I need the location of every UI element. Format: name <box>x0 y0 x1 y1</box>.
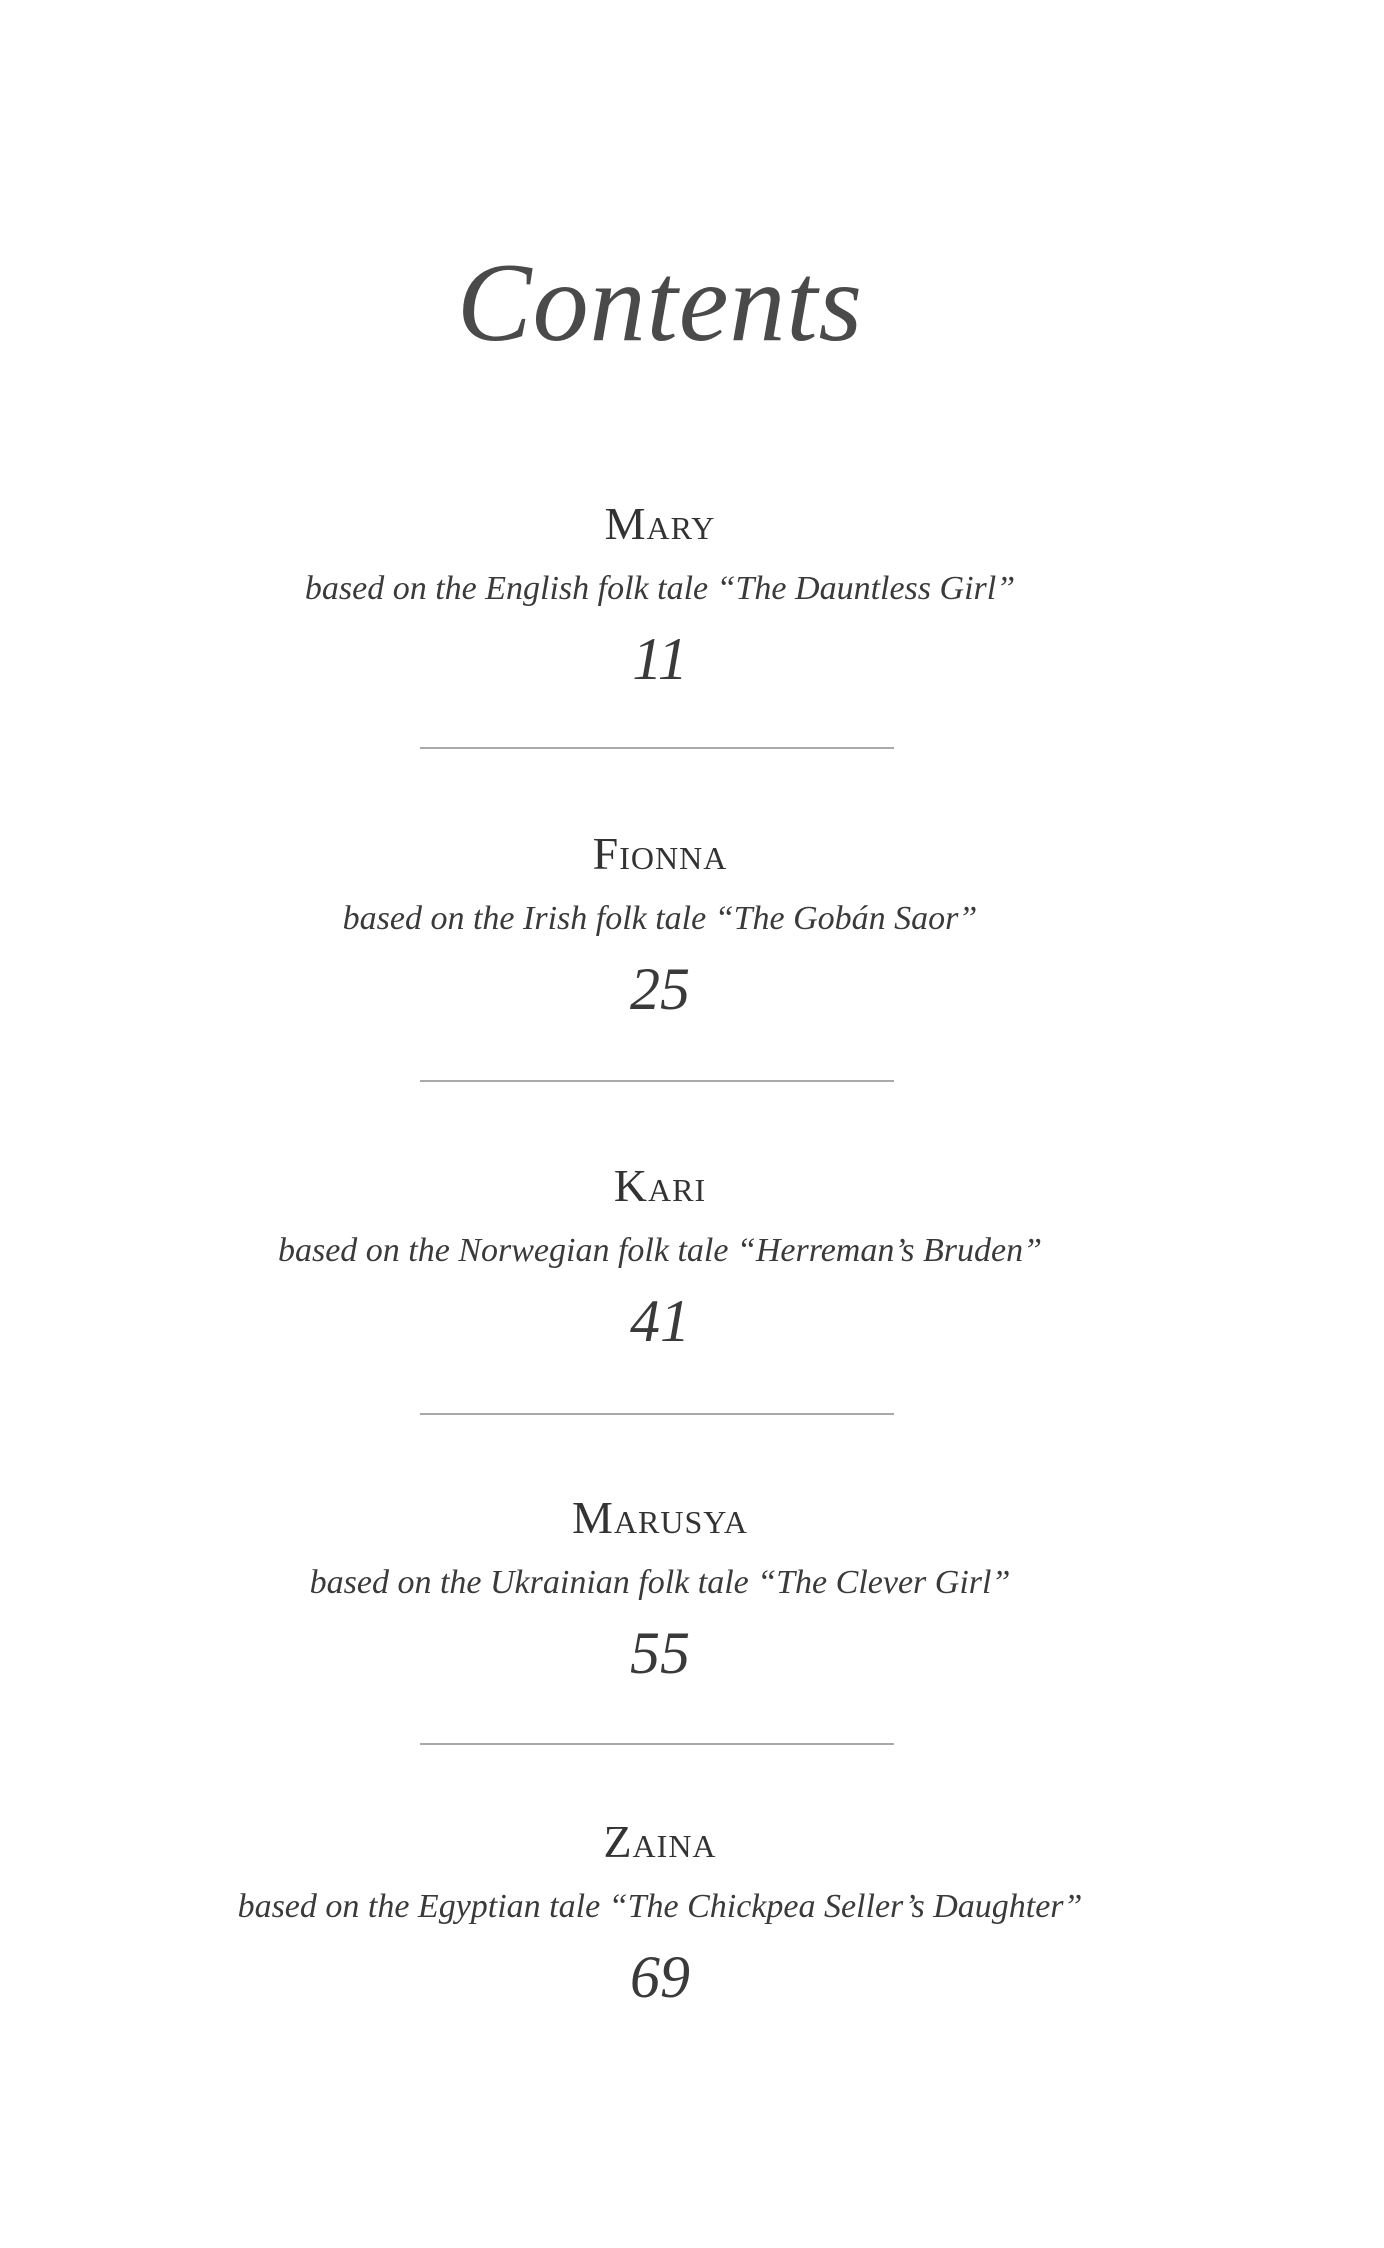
entry-name: Mary <box>604 498 716 549</box>
entry-subtitle: based on the Ukrainian folk tale “The Clever Girl” <box>309 1564 1011 1601</box>
toc-entry-zaina <box>0 1814 1320 2012</box>
toc-entry-kari <box>0 1158 1320 1356</box>
entry-subtitle: based on the Irish folk tale “The Gobán Saor” <box>342 900 978 937</box>
entry-page-number: 41 <box>630 1288 690 1354</box>
entry-name: Fionna <box>592 828 728 879</box>
entry-subtitle: based on the Norwegian folk tale “Herreman’s Bruden” <box>277 1232 1043 1269</box>
toc-entry-mary <box>0 496 1320 694</box>
divider <box>420 747 894 749</box>
toc-entry-marusya <box>0 1490 1320 1688</box>
entry-page-number: 69 <box>630 1944 690 2010</box>
toc-entry-fionna <box>0 826 1320 1024</box>
entry-subtitle: based on the English folk tale “The Dauntless Girl” <box>304 570 1016 607</box>
entry-page-number: 11 <box>632 626 688 692</box>
divider <box>420 1413 894 1415</box>
entry-name: Kari <box>613 1160 707 1211</box>
page-title: Contents <box>456 241 864 365</box>
entry-name: Marusya <box>572 1492 748 1543</box>
entry-name: Zaina <box>603 1816 717 1867</box>
entry-page-number: 25 <box>630 956 690 1022</box>
entry-page-number: 55 <box>630 1620 690 1686</box>
divider <box>420 1743 894 1745</box>
divider <box>420 1080 894 1082</box>
entry-subtitle: based on the Egyptian tale “The Chickpea Seller’s Daughter” <box>237 1888 1083 1925</box>
